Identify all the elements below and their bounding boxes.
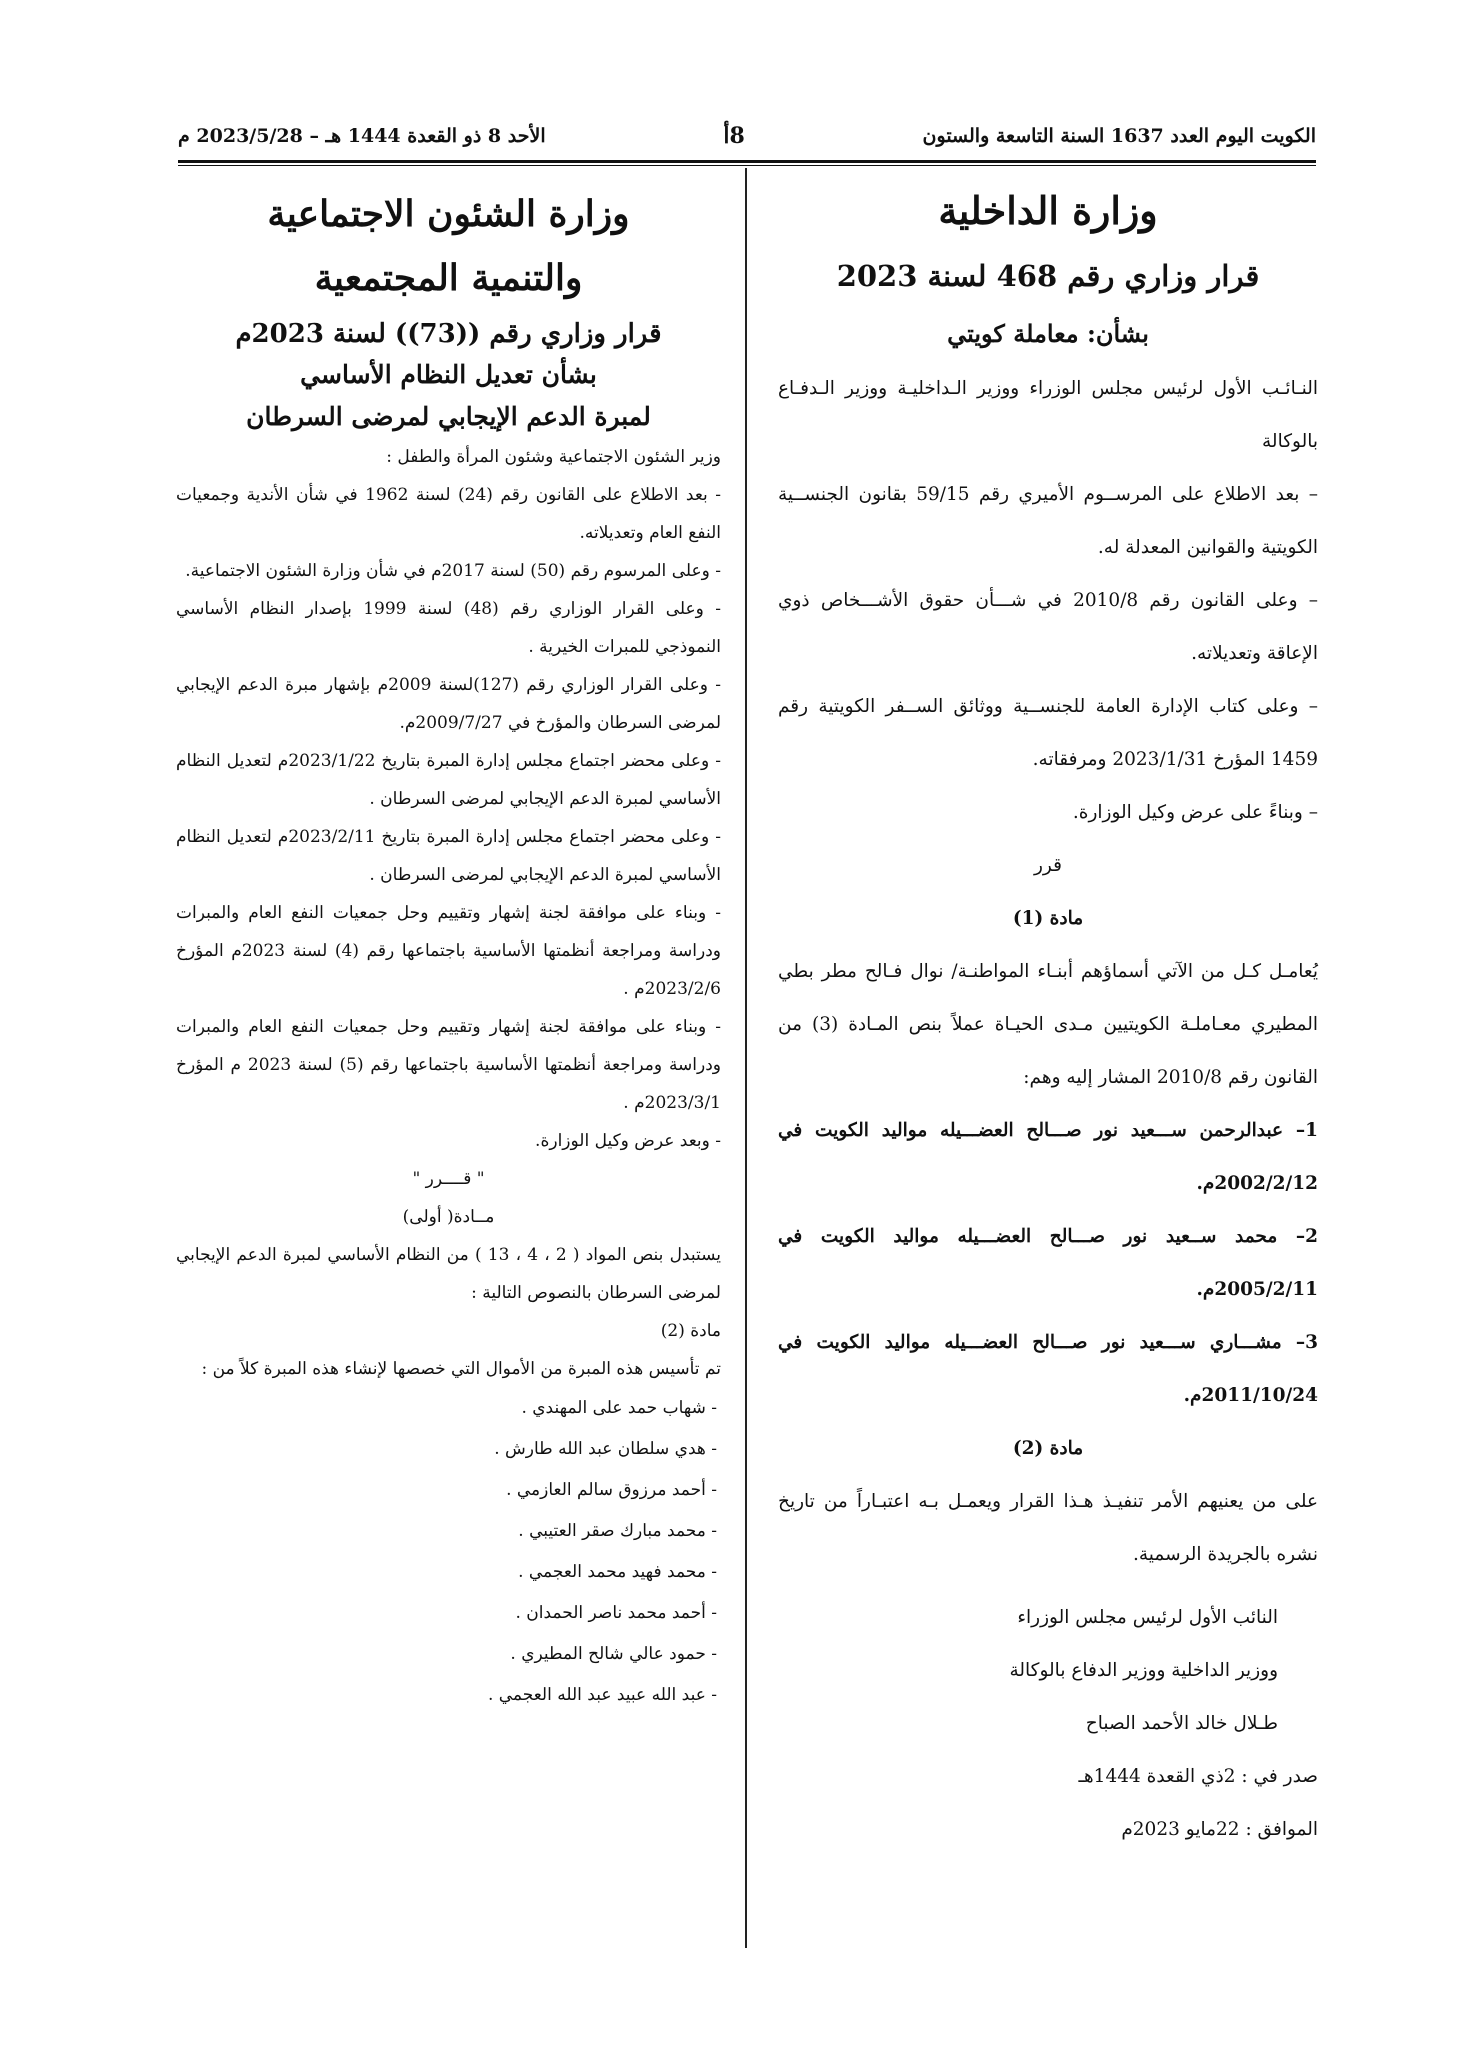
founder-item: - حمود عالي شالح المطيري . (510, 1644, 717, 1664)
recital-3: – وعلى كتاب الإدارة العامة للجنســية ووثائق الســفر الكويتية رقم 1459 المؤرخ 2023/1/31 ومرفقاته. (778, 696, 1318, 770)
ministry-title-line-1: وزارة الشئون الاجتماعية (267, 193, 630, 235)
recital-item: - وعلى محضر اجتماع مجلس إدارة المبرة بتاريخ 2023/2/11م لتعديل النظام الأساسي لمبرة الدعم الإيجابي لمرضى السرطان . (176, 827, 721, 885)
founder-item: - عبد الله عبيد عبد الله العجمي . (487, 1685, 717, 1705)
signature-title-1: النائب الأول لرئيس مجلس الوزراء (1017, 1607, 1278, 1628)
page-number: 8أ (723, 123, 745, 149)
interior-ministry-column (778, 180, 1318, 1856)
decision-subject-line-1: بشأن تعديل النظام الأساسي (300, 360, 597, 389)
recital-item: - وعلى المرسوم رقم (50) لسنة 2017م في شأن وزارة الشئون الاجتماعية. (185, 561, 721, 581)
beneficiary-3: 3– مشـــاري ســـعيد نور صـــالح العضـــيله مواليد الكويت في 2011/10/24م. (778, 1332, 1318, 1406)
recital-1: – بعد الاطلاع على المرســوم الأميري رقم 59/15 بقانون الجنســية الكويتية والقوانين المعدلة له. (778, 484, 1319, 558)
page-header (178, 118, 1316, 154)
header-rule (178, 160, 1316, 163)
beneficiary-1: 1– عبدالرحمن ســـعيد نور صـــالح العضـــيله مواليد الكويت في 2002/2/12م. (778, 1120, 1318, 1194)
founder-item: - محمد فهيد محمد العجمي . (518, 1562, 717, 1582)
decision-title: قرار وزاري رقم 468 لسنة 2023 (836, 259, 1260, 293)
recital-item: - وبناء على موافقة لجنة إشهار وتقييم وحل جمعيات النفع العام والمبرات ودراسة ومراجعة أنظمتها الأساسية باجتماعها رقم (4) لسنة 2023م المؤرخ 2023/2/6م . (176, 903, 721, 999)
header-rule-thin (178, 165, 1316, 166)
article-first-title: مــادة( أولى) (402, 1207, 495, 1227)
signature-title-2: ووزير الداخلية ووزير الدفاع بالوكالة (1009, 1660, 1278, 1681)
recital-item: - وعلى القرار الوزاري رقم (127)لسنة 2009م بإشهار مبرة الدعم الإيجابي لمرضى السرطان والمؤرخ في 2009/7/27م. (176, 675, 721, 733)
article-2-text: تم تأسيس هذه المبرة من الأموال التي خصصها لإنشاء هذه المبرة كلاً من : (201, 1359, 721, 1379)
social-affairs-column (176, 180, 721, 1716)
preamble: النـائـب الأول لرئيس مجلس الوزراء ووزير الـداخليـة ووزير الـدفـاع بالوكالة (778, 378, 1318, 452)
beneficiary-2: 2– محمد ســعيد نور صـــالح العضـــيله مواليد الكويت في 2005/2/11م. (778, 1226, 1318, 1300)
decision-subject-line-2: لمبرة الدعم الإيجابي لمرضى السرطان (246, 402, 651, 431)
recital-item: - وعلى القرار الوزاري رقم (48) لسنة 1999 بإصدار النظام الأساسي النموذجي للمبرات الخيرية . (176, 599, 721, 657)
signatory-name: طـلال خالد الأحمد الصباح (1085, 1713, 1278, 1734)
founder-item: - أحمد مرزوق سالم العازمي . (506, 1480, 717, 1500)
replacement-text: يستبدل بنص المواد ( 2 ، 4 ، 13 ) من النظام الأساسي لمبرة الدعم الإيجابي لمرضى السرطان بالنصوص التالية : (176, 1245, 722, 1303)
corresponding-date: الموافق : 22مايو 2023م (1121, 1819, 1318, 1840)
column-divider (745, 168, 747, 1948)
article-2-text: على من يعنيهم الأمر تنفيـذ هـذا القرار ويعمـل بـه اعتبـاراً من تاريخ نشره بالجريدة الرسمية. (778, 1491, 1318, 1565)
founder-item: - هدي سلطان عبد الله طارش . (494, 1439, 717, 1459)
ministry-title: وزارة الداخلية (938, 188, 1158, 233)
founder-item: - شهاب حمد على المهندي . (521, 1398, 717, 1418)
decision-subject: بشأن: معاملة كويتي (947, 319, 1149, 348)
recital-2: – وعلى القانون رقم 2010/8 في شـــأن حقوق الأشـــخاص ذوي الإعاقة وتعديلاته. (778, 590, 1318, 664)
issue-date: صدر في : 2ذي القعدة 1444هـ (1078, 1766, 1318, 1787)
header-date: الأحد 8 ذو القعدة 1444 هـ – 2023/5/28 م (178, 125, 546, 147)
article-1-title: مادة (1) (1012, 908, 1084, 929)
founder-item: - أحمد محمد ناصر الحمدان . (515, 1603, 717, 1623)
ministry-title-line-2: والتنمية المجتمعية (314, 257, 583, 299)
preamble: وزير الشئون الاجتماعية وشئون المرأة والطفل : (386, 447, 721, 467)
article-2-title: مادة (2) (1012, 1438, 1084, 1459)
recital-item: - وبناء على موافقة لجنة إشهار وتقييم وحل جمعيات النفع العام والمبرات ودراسة ومراجعة أنظمتها الأساسية باجتماعها رقم (5) لسنة 2023 م المؤرخ 2023/3/1م . (176, 1017, 722, 1113)
recital-4: – وبناءً على عرض وكيل الوزارة. (1072, 802, 1318, 823)
founder-item: - محمد مبارك صقر العتيبي . (518, 1521, 717, 1541)
recital-item: - وبعد عرض وكيل الوزارة. (535, 1131, 721, 1151)
article-2-title: مادة (2) (660, 1321, 721, 1341)
recital-item: - وعلى محضر اجتماع مجلس إدارة المبرة بتاريخ 2023/1/22م لتعديل النظام الأساسي لمبرة الدعم الإيجابي لمرضى السرطان . (176, 751, 721, 809)
decided-heading: قرر (1034, 855, 1062, 876)
recital-item: - بعد الاطلاع على القانون رقم (24) لسنة 1962 في شأن الأندية وجمعيات النفع العام وتعديلاته. (176, 485, 721, 543)
decided-heading: " قــــرر " (412, 1169, 485, 1189)
header-issue-info: الكويت اليوم العدد 1637 السنة التاسعة والستون (922, 125, 1316, 147)
decision-title: قرار وزاري رقم ((73)) لسنة 2023م (235, 319, 662, 349)
article-1-text: يُعامـل كـل من الآتي أسماؤهم أبنـاء المواطنـة/ نوال فـالح مطر بطي المطيري معـاملـة الكويتيين مـدى الحيـاة عملاً بنص المـادة (3) من القانون رقم 2010/8 المشار إليه وهم: (778, 961, 1319, 1088)
